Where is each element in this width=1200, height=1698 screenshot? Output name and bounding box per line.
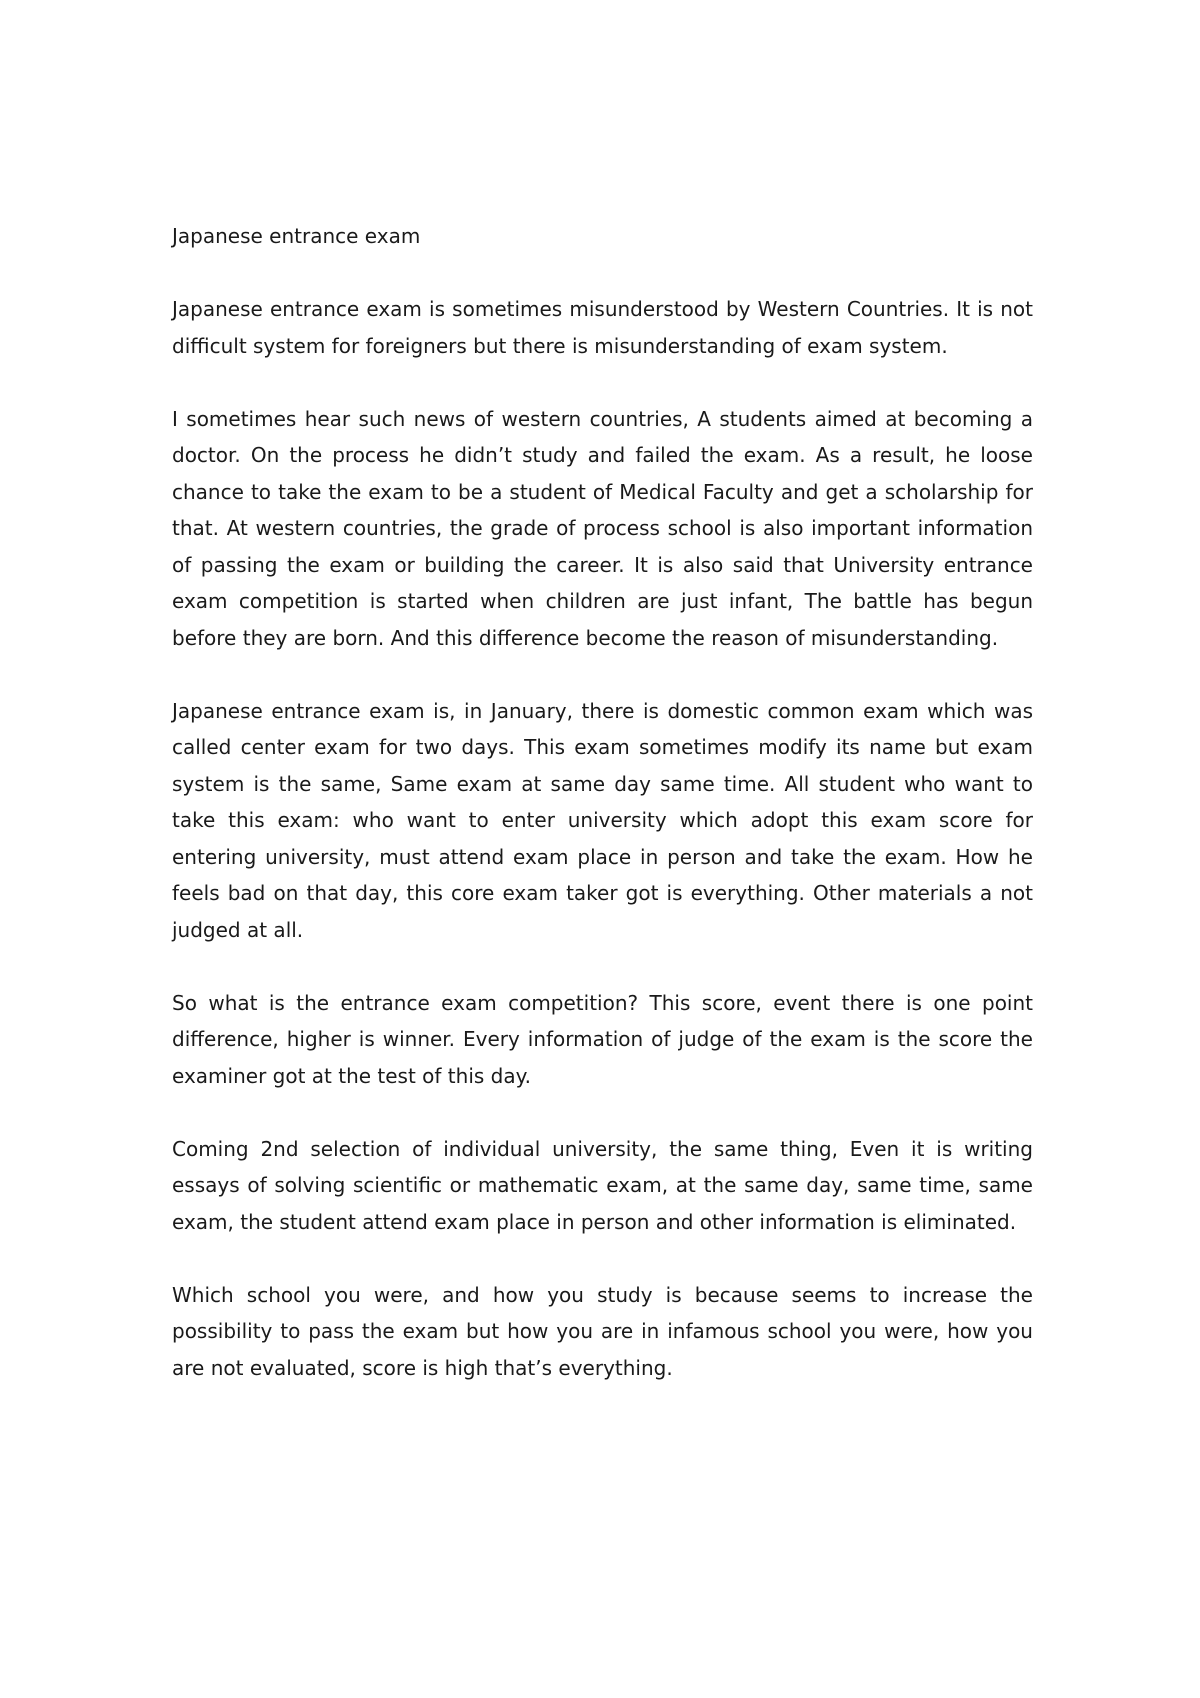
- paragraph-4: So what is the entrance exam competition? This score, event there is one point difference, higher is winner. Every information of judge of the exam is the score the examiner got at the test of this day.: [172, 990, 1033, 1088]
- paragraph-1: Japanese entrance exam is sometimes misunderstood by Western Countries. It is not difficult system for foreigners but there is misunderstanding of exam system.: [172, 297, 1033, 358]
- paragraph-3: Japanese entrance exam is, in January, there is domestic common exam which was called center exam for two days. This exam sometimes modify its name but exam system is the same, Same exam at same day same time. All student who want to take this exam: who want to enter university which adopt this exam score for entering university, must attend exam place in person and take the exam. How he feels bad on that day, this core exam taker got is everything. Other materials a not judged at all.: [172, 698, 1033, 942]
- paragraph-6: Which school you were, and how you study is because seems to increase the possibility to pass the exam but how you are in infamous school you were, how you are not evaluated, score is high that’s everything.: [172, 1282, 1033, 1380]
- document-title: Japanese entrance exam: [172, 224, 421, 248]
- document-body: [172, 218, 1033, 1423]
- paragraph-5: Coming 2nd selection of individual university, the same thing, Even it is writing essays of solving scientific or mathematic exam, at the same day, same time, same exam, the student attend exam place in person and other information is eliminated.: [172, 1136, 1033, 1234]
- paragraph-2: I sometimes hear such news of western countries, A students aimed at becoming a doctor. On the process he didn’t study and failed the exam. As a result, he loose chance to take the exam to be a student of Medical Faculty and get a scholarship for that. At western countries, the grade of process school is also important information of passing the exam or building the career. It is also said that University entrance exam competition is started when children are just infant, The battle has begun before they are born. And this difference become the reason of misunderstanding.: [172, 406, 1033, 650]
